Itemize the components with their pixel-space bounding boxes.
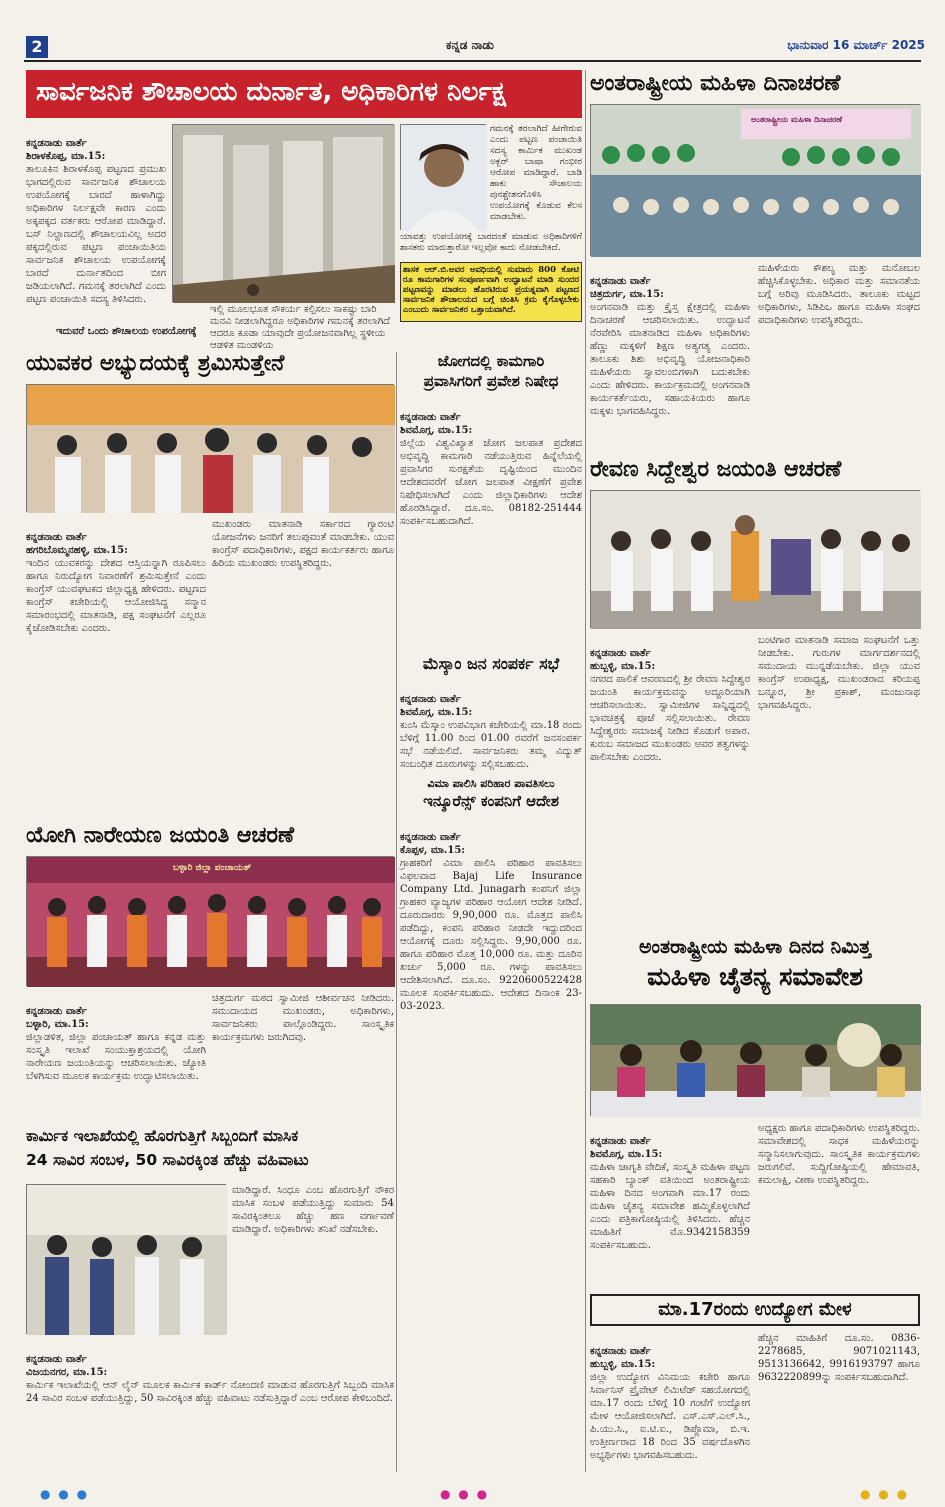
legislator-portrait: [400, 124, 486, 230]
insurance-headline-1: ವಿಮಾ ಪಾಲಿಸಿ ಪರಿಹಾರ ಪಾವತಿಸಲು: [427, 777, 555, 790]
womens-day-body: [590, 262, 750, 452]
toilet-dateline: ಶಿರಾಳಕೊಪ್ಪ, ಮಾ.15:: [26, 151, 106, 162]
yogi-body-right: ಚಿತ್ರದುರ್ಗ ಮಠದ ಸ್ವಾಮೀಜಿ ಆಶೀರ್ವಚನ ನೀಡಿದರು. ಸಮುದಾಯದ ಮುಖಂಡರು, ಅಧಿಕಾರಿಗಳು, ಸಾರ್ವಜನಿಕರು ಪಾಲ್ಗೊಂಡಿದ್ದರು. ಸಾಂಸ್ಕೃತಿಕ ಕಾರ್ಯಕ್ರಮಗಳು ಜರುಗಿದವು.: [212, 993, 394, 1043]
page-number: 2: [26, 36, 48, 58]
labour-headline-1: ಕಾರ್ಮಿಕ ಇಲಾಖೆಯಲ್ಲಿ ಹೊರಗುತ್ತಿಗೆ ಸಿಬ್ಬಂದಿಗೆ ಮಾಸಿಕ: [26, 1127, 299, 1145]
labour-body: [26, 1340, 394, 1470]
labour-photo: [26, 1184, 226, 1334]
revana-byline: ಕನ್ನಡನಾಡು ವಾರ್ತೆ: [590, 648, 651, 659]
insurance-headline-2: ಇನ್ಶೂರೆನ್ಸ್ ಕಂಪನಿಗೆ ಆದೇಶ: [423, 792, 559, 810]
confluence-body-right: ಅಧ್ಯಕ್ಷರು ಹಾಗೂ ಪದಾಧಿಕಾರಿಗಳು ಉಪಸ್ಥಿತರಿದ್ದರು. ಸಮಾವೇಶದಲ್ಲಿ ಸಾಧಕ ಮಹಿಳೆಯರನ್ನು ಸನ್ಮಾನಿಸಲಾಗುವುದು. ಸಾಂಸ್ಕೃತಿಕ ಕಾರ್ಯಕ್ರಮಗಳು ಜರುಗಲಿವೆ. ಸುದ್ದಿಗೋಷ್ಠಿಯಲ್ಲಿ ಹೇಮಾವತಿ, ಕಮಲಾಕ್ಷಿ, ವೀಣಾ ಉಪಸ್ಥಿತರಿದ್ದರು.: [758, 1123, 920, 1186]
insurance-body-text: ಗ್ರಾಹಕರಿಗೆ ವಿಮಾ ಪಾಲಿಸಿ ಪರಿಹಾರ ಪಾವತಿಸಲು ವಿಫಲವಾದ Bajaj Life Insurance Company Ltd. Junagarh ಕಂಪನಿಗೆ ಜಿಲ್ಲಾ ಗ್ರಾಹಕರ ವ್ಯಾಜ್ಯಗಳ ಪರಿಹಾರ ಆಯೋಗ ಆದೇಶ ನೀಡಿದೆ. ದೂರುದಾರರು 9,90,000 ರೂ. ಮೊತ್ತದ ಪಾಲಿಸಿ ಪಡೆದಿದ್ದು, ಕಂಪನಿ ಪರಿಹಾರ ನೀಡದೇ ಇದ್ದುದರಿಂದ ಆಯೋಗಕ್ಕೆ ದೂರು ಸಲ್ಲಿಸಿದ್ದರು. 9,90,000 ರೂ. ಹಾಗೂ ಪರಿಹಾರ ಮೊತ್ತ 10,000 ರೂ. ಮತ್ತು ದೂರಿನ ಖರ್ಚು 5,000 ರೂ. ಗಳನ್ನು ಪಾವತಿಸಲು ಆದೇಶಿಸಲಾಗಿದೆ. ದೂ.ಸಂ. 9220600522428 ಮೂಲಕ ಸಂಪರ್ಕಿಸಬಹುದು. ಆದೇಶದ ದಿನಾಂಕ 23-03-2023.: [400, 858, 582, 1012]
jobfair-headline: ಮಾ.17ರಂದು ಉದ್ಯೋಗ ಮೇಳ: [658, 1299, 852, 1320]
mescom-byline: ಕನ್ನಡನಾಡು ವಾರ್ತೆ: [400, 694, 461, 705]
youth-headline: ಯುವಕರ ಅಭ್ಯುದಯಕ್ಕೆ ಶ್ರಮಿಸುತ್ತೇನೆ: [26, 351, 285, 376]
jobfair-body: [590, 1332, 750, 1472]
revana-headline: ರೇವಣ ಸಿದ್ದೇಶ್ವರ ಜಯಂತಿ ಆಚರಣೆ: [590, 457, 842, 482]
mescom-headline: ಮೆಸ್ಕಾಂ ಜನ ಸಂಪರ್ಕ ಸಭೆ: [422, 654, 560, 673]
toilet-highlight-text: ಶಾಸಕ ಆರ್.ಬಿ.ಅವರ ಅವಧಿಯಲ್ಲಿ ಸುಮಾರು 800 ಕೋಟಿ ರೂ ಕಾಮಗಾರಿಗಳ ಸಂಪೂರ್ಣವಾಗಿ ಉದ್ಘಾಟನೆ ಮಾಡಿ ಸುಂದರ ಪಟ್ಟಣವನ್ನು ಮಾಡಲು ಹೊರಟಿರುವ ಪ್ರಯತ್ನವಾಗಿ ಪಟ್ಟಣದ ಸಾರ್ವಜನಿಕ ಶೌಚಾಲಯದ ಬಗ್ಗೆ ಚಿಂತಿಸಿ ಕ್ರಮ ಕೈಗೊಳ್ಳಬೇಕು ಎಂಬುದು ಸಾರ್ವಜನಿಕರ ಒತ್ತಾಯವಾಗಿದೆ.: [403, 265, 579, 315]
labour-headline-2: 24 ಸಾವಿರ ಸಂಬಳ, 50 ಸಾವಿರಕ್ಕಿಂತ ಹೆಚ್ಚು ವಹಿವಾಟು: [26, 1151, 309, 1169]
youth-photo: [26, 384, 394, 512]
masthead-rule: [24, 60, 921, 62]
confluence-body: [590, 1122, 750, 1282]
youth-body: [26, 518, 206, 818]
labour-side-body: ಮಾಡಿದ್ದಾರೆ. ಸಿಂಧೂ ಎಂಬ ಹೊರಗುತ್ತಿಗೆ ನೌಕರ ಮಾಸಿಕ ಸಂಬಳ ಪಡೆಯುತ್ತಿದ್ದು ಸುಮಾರು 54 ಸಾವಿರಕ್ಕಿಂತಲೂ ಹೆಚ್ಚು ಹಣ ವರ್ಗಾವಣೆ ಮಾಡಿದ್ದಾರೆ. ಅಧಿಕಾರಿಗಳು ತನಿಖೆ ನಡೆಸಬೇಕು.: [232, 1185, 394, 1235]
toilet-photo-caption: ಇಲ್ಲಿ ಮೂಲಭೂತ ಸೌಕರ್ಯ ಕಲ್ಪಿಸಲು ಸಾಕಷ್ಟು ಬಾರಿ ಮನವಿ ನೀಡಲಾಗಿದ್ದರೂ ಅಧಿಕಾರಿಗಳ ಗಮನಕ್ಕೆ ತರಲಾಗಿದೆ ಆದರೂ ಕೂಡಾ ಯಾವುದೇ ಪ್ರಯೋಜನವಾಗಿಲ್ಲ ಸ್ಥಳೀಯ ಆಡಳಿತ ಮಂಡಳಿಯ: [210, 304, 391, 351]
issue-date: ಭಾನುವಾರ 16 ಮಾರ್ಚ್ 2025: [787, 38, 925, 52]
jog-byline: ಕನ್ನಡನಾಡು ವಾರ್ತೆ: [400, 412, 461, 423]
toilet-bottom-note: ಯಾವತ್ತು ಉಪಯೋಗಕ್ಕೆ ಬಾರದಂತೆ ಮಾಡುವ ಅಧಿಕಾರಿಗಳಿಗೆ ಶಾಸಕರು ಮಾರುತ್ತಾರೋ ಇಲ್ಲವೋ ಕಾದು ನೋಡಬೇಕಿದೆ.: [400, 232, 582, 253]
womens-day-banner-text: ಅಂತರಾಷ್ಟ್ರೀಯ ಮಹಿಳಾ ದಿನಾಚರಣೆ: [751, 115, 843, 124]
toilet-photo-art: [173, 125, 395, 303]
confluence-photo: [590, 1004, 920, 1116]
confluence-body-text: ಮಹಿಳಾ ಜಾಗೃತಿ ವೇದಿಕೆ, ಸಂಸ್ಕೃತಿ ಮಹಿಳಾ ಪಟ್ಟಣ ಸಹಕಾರಿ ಬ್ಯಾಂಕ್ ವತಿಯಿಂದ ಅಂತರಾಷ್ಟ್ರೀಯ ಮಹಿಳಾ ದಿನದ ಅಂಗವಾಗಿ ಮಾ.17 ರಂದು ಮಹಿಳಾ ಚೈತನ್ಯ ಸಮಾವೇಶ ಹಮ್ಮಿಕೊಳ್ಳಲಾಗಿದೆ ಎಂದು ಪತ್ರಿಕಾಗೋಷ್ಠಿಯಲ್ಲಿ ತಿಳಿಸಿದರು. ಹೆಚ್ಚಿನ ಮಾಹಿತಿಗೆ ಮೊ.9342158359 ಸಂಪರ್ಕಿಸಬಹುದು.: [590, 1162, 750, 1251]
labour-body-text: ಕಾರ್ಮಿಕ ಇಲಾಖೆಯಲ್ಲಿ ಆನ್ ಲೈನ್ ಮೂಲಕ ಕಾರ್ಮಿಕ ಕಾರ್ಡ್ ನೋಂದಣಿ ಮಾಡುವ ಹೊರಗುತ್ತಿಗೆ ಸಿಬ್ಬಂದಿ ಮಾಸಿಕ 24 ಸಾವಿರ ಸಂಬಳ ಪಡೆಯುತ್ತಿದ್ದು, 50 ಸಾವಿರಕ್ಕಿಂತ ಹೆಚ್ಚು ವಹಿವಾಟು ನಡೆಸುತ್ತಿದ್ದಾರೆ ಎಂಬ ಆರೋಪ ಕೇಳಿಬಂದಿದೆ.: [26, 1380, 394, 1404]
mescom-body-text: ಕುಂಸಿ ಮೆಸ್ಕಾಂ ಉಪವಿಭಾಗ ಕಚೇರಿಯಲ್ಲಿ ಮಾ.18 ರಂದು ಬೆಳಿಗ್ಗೆ 11.00 ರಿಂದ 01.00 ರವರೆಗೆ ಜನಸಂಪರ್ಕ ಸಭೆ ನಡೆಯಲಿದೆ. ಸಾರ್ವಜನಿಕರು ತಮ್ಮ ವಿದ್ಯುತ್ ಸಂಬಂಧಿತ ದೂರುಗಳನ್ನು ಸಲ್ಲಿಸಬಹುದು.: [400, 720, 582, 770]
confluence-dateline: ಶಿವಮೊಗ್ಗ, ಮಾ.15:: [590, 1149, 663, 1160]
revana-body-text: ನಗರದ ಪಾಲಿಕೆ ಆವರಣದಲ್ಲಿ ಶ್ರೀ ರೇವಣ ಸಿದ್ದೇಶ್ವರ ಜಯಂತಿ ಕಾರ್ಯಕ್ರಮವನ್ನು ಅದ್ದೂರಿಯಾಗಿ ಆಚರಿಸಲಾಯಿತು. ಸ್ವಾಮೀಜಿಗಳ ಸಾನ್ನಿಧ್ಯದಲ್ಲಿ ಭಾವಚಿತ್ರಕ್ಕೆ ಪೂಜೆ ಸಲ್ಲಿಸಲಾಯಿತು. ರೇವಣ ಸಿದ್ದೇಶ್ವರರು ಸಮಾಜಕ್ಕೆ ನೀಡಿದ ಕೊಡುಗೆ ಅಪಾರ. ಕುರುಬ ಸಮಾಜದ ಮುಖಂಡರು ಅವರ ತತ್ವಗಳನ್ನು ಪಾಲಿಸಬೇಕು ಎಂದರು.: [590, 674, 750, 763]
womens-day-group-photo: [591, 105, 921, 257]
jobfair-dateline: ಹುಬ್ಬಳ್ಳಿ, ಮಾ.15:: [590, 1359, 656, 1370]
toilet-highlight-box: [400, 262, 582, 322]
womens-day-headline: ಅಂತರಾಷ್ಟ್ರೀಯ ಮಹಿಳಾ ದಿನಾಚರಣೆ: [590, 71, 841, 96]
youth-body-right: ಮುಖಂಡರು ಮಾತನಾಡಿ ಸರ್ಕಾರದ ಗ್ಯಾರಂಟಿ ಯೋಜನೆಗಳು ಜನರಿಗೆ ತಲುಪುವಂತೆ ಮಾಡಬೇಕು. ಯುವ ಕಾಂಗ್ರೆಸ್ ಪದಾಧಿಕಾರಿಗಳು, ಪಕ್ಷದ ಕಾರ್ಯಕರ್ತರು ಹಾಗೂ ಹಿರಿಯ ಮುಖಂಡರು ಉಪಸ್ಥಿತರಿದ್ದರು.: [212, 519, 394, 569]
toilet-headline-banner: [26, 70, 582, 118]
toilet-side-body: ಗಮನಕ್ಕೆ ತರಲಾಗಿದೆ ಹೀಗೇರುವ ಎಂದು ಪಟ್ಟಣ ಪಂಚಾಯಿತಿ ಸದಸ್ಯ ಕಾರ್ಮಿಕ ಮುಖಂಡ ಅಕ್ಬರ್ ಬಾಷಾ ಗಂಭೀರ ಆರೋಪ ಮಾಡಿದ್ದಾರೆ. ಬಾಡಿ ಹಾಕು ಸೌಚಾಲಯ ಪುನಶ್ಚೇತನಗೊಳಿಸಿ ಉಪಯೋಗಕ್ಕೆ ಕೊಡುವ ಕೆಲಸ ಮಾಡಬೇಕು.: [490, 124, 582, 222]
toilet-byline: ಕನ್ನಡನಾಡು ವಾರ್ತೆ: [26, 138, 87, 149]
toilet-footer-tag: ಇದುವರೆ ಒಂದು ಶೌಚಾಲಯ ಉಪಯೋಗಕ್ಕೆ: [56, 326, 197, 337]
registration-marks-right: ● ● ●: [860, 1487, 910, 1501]
labour-byline: ಕನ್ನಡನಾಡು ವಾರ್ತೆ: [26, 1354, 87, 1365]
revana-dateline: ಹುಬ್ಬಳ್ಳಿ, ಮಾ.15:: [590, 661, 656, 672]
confluence-headline-1: ಅಂತರಾಷ್ಟ್ರೀಯ ಮಹಿಳಾ ದಿನದ ನಿಮಿತ್ತ: [639, 936, 871, 958]
toilet-headline: ಸಾರ್ವಜನಿಕ ಶೌಚಾಲಯ ದುರ್ನಾತ, ಅಧಿಕಾರಿಗಳ ನಿರ್ಲಕ್ಷ: [36, 77, 506, 107]
insurance-byline: ಕನ್ನಡನಾಡು ವಾರ್ತೆ: [400, 832, 461, 843]
jog-headline-2: ಪ್ರವಾಸಿಗರಿಗೆ ಪ್ರವೇಶ ನಿಷೇಧ: [423, 372, 559, 390]
confluence-headline-2: ಮಹಿಳಾ ಚೈತನ್ಯ ಸಮಾವೇಶ: [647, 962, 863, 991]
womens-day-body-text: ಅಂಗನವಾಡಿ ಮತ್ತು ಕ್ರೈಸ್ತ ಕ್ಷೇತ್ರದಲ್ಲಿ ಮಹಿಳಾ ದಿನಾಚರಣೆ ಆಚರಿಸಲಾಯಿತು. ಉದ್ಘಾಟನೆ ನೆರವೇರಿಸಿ ಮಾತನಾಡಿದ ಮಹಿಳಾ ಅಧಿಕಾರಿಗಳು ಹೆಣ್ಣು ಮಕ್ಕಳಿಗೆ ಶಿಕ್ಷಣ ಅತ್ಯಗತ್ಯ ಎಂದರು. ತಾಲೂಕು ಶಿಶು ಅಭಿವೃದ್ಧಿ ಯೋಜನಾಧಿಕಾರಿ ಮಹಿಳೆಯರು ಸ್ವಾವಲಂಬಿಗಳಾಗಿ ಬದುಕಬೇಕು ಎಂದು ಹೇಳಿದರು. ಕಾರ್ಯಕ್ರಮದಲ್ಲಿ ಅಂಗನವಾಡಿ ಕಾರ್ಯಕರ್ತೆಯರು, ಸಹಾಯಕಿಯರು ಹಾಗೂ ಮಕ್ಕಳು ಭಾಗವಹಿಸಿದ್ದರು.: [590, 302, 750, 417]
youth-body-text: ಇಂದಿನ ಯುವಕರನ್ನು ದೇಶದ ಆಸ್ತಿಯನ್ನಾಗಿ ರೂಪಿಸಲು ಹಾಗೂ ನಿರುದ್ಯೋಗ ನಿವಾರಣೆಗೆ ಶ್ರಮಿಸುತ್ತೇನೆ ಎಂದು ಕಾಂಗ್ರೆಸ್ ಯುವಘಟಕದ ಜಿಲ್ಲಾಧ್ಯಕ್ಷ ಹೇಳಿದರು. ಪಟ್ಟಣದ ಕಾಂಗ್ರೆಸ್ ಕಚೇರಿಯಲ್ಲಿ ಆಯೋಜಿಸಿದ್ದ ಸನ್ಮಾನ ಸಮಾರಂಭದಲ್ಲಿ ಮಾತನಾಡಿ, ಪಕ್ಷ ಸಂಘಟನೆಗೆ ಎಲ್ಲರೂ ಕೈಜೋಡಿಸಬೇಕು ಎಂದರು.: [26, 558, 206, 634]
yogi-photo: [26, 856, 394, 986]
toilet-body-text: ತಾಲೂಕಿನ ಶಿರಾಳಕೊಪ್ಪ ಪಟ್ಟಣದ ಪ್ರಮುಖ ಭಾಗದಲ್ಲಿರುವ ಸಾರ್ವಜನಿಕ ಶೌಚಾಲಯ ಉಪಯೋಗಕ್ಕೆ ಬಾರದೆ ಹಾಳಾಗಿದ್ದು ಅಧಿಕಾರಿಗಳ ನಿರ್ಲಕ್ಷವೇ ಕಾರಣ ಎಂದು ಅಕ್ಕಪಕ್ಕದ ವರ್ತಕರು ಆರೋಪ ಮಾಡಿದ್ದಾರೆ. ಬಸ್ ನಿಲ್ದಾಣದಲ್ಲಿ ಶೌಚಾಲಯವಿಲ್ಲ ಅದರ ಪಕ್ಕದಲ್ಲಿರುವ ಪಟ್ಟಣ ಪಂಚಾಯಿತಿಯ ಸಾರ್ವಜನಿಕ ಶೌಚಾಲಯ ಉಪಯೋಗಕ್ಕೆ ಬಾರದೆ ದುರ್ನಾತದಿಂದ ಬೀಗ ಜಡಿಯಲಾಗಿದೆ. ಗಮನಕ್ಕೆ ತರಲಾಗಿದೆ ಎಂದು ಪಟ್ಟಣ ಪಂಚಾಯಿತಿ ಸದಸ್ಯ ತಿಳಿಸಿದರು.: [26, 164, 166, 305]
insurance-dateline: ಕೊಪ್ಪಳ, ಮಾ.15:: [400, 845, 465, 856]
column-rule-left: [396, 352, 397, 1472]
confluence-byline: ಕನ್ನಡನಾಡು ವಾರ್ತೆ: [590, 1136, 651, 1147]
yogi-dateline: ಬಳ್ಳಾರಿ, ಮಾ.15:: [26, 1019, 89, 1030]
womens-day-dateline: ಚಿತ್ರದುರ್ಗ, ಮಾ.15:: [590, 289, 664, 300]
revana-body: [590, 634, 750, 860]
jog-body: [400, 398, 582, 648]
womens-day-body-right: ಮಹಿಳೆಯರು ಕೌಶಲ್ಯ ಮತ್ತು ಮನೋಬಲ ಹೆಚ್ಚಿಸಿಕೊಳ್ಳಬೇಕು. ಅಧಿಕಾರ ಮತ್ತು ಸಮಾನತೆಯ ಬಗ್ಗೆ ಅರಿವು ಮೂಡಿಸಿದರು. ತಾಲೂಕು ಮಟ್ಟದ ಅಧಿಕಾರಿಗಳು, ಸಿಡಿಪಿಒ ಹಾಗೂ ಮಹಿಳಾ ಸಂಘದ ಪದಾಧಿಕಾರಿಗಳು ಉಪಸ್ಥಿತರಿದ್ದರು.: [758, 263, 920, 326]
yogi-headline: ಯೋಗಿ ನಾರೇಯಣ ಜಯಂತಿ ಆಚರಣೆ: [26, 823, 295, 848]
insurance-body: [400, 818, 582, 1468]
yogi-stage-banner: ಬಳ್ಳಾರಿ ಜಿಲ್ಲಾ ಪಂಚಾಯತ್: [172, 863, 252, 873]
masthead: [0, 0, 945, 66]
yogi-body-text: ಜಿಲ್ಲಾಡಳಿತ, ಜಿಲ್ಲಾ ಪಂಚಾಯತ್ ಹಾಗೂ ಕನ್ನಡ ಮತ್ತು ಸಂಸ್ಕೃತಿ ಇಲಾಖೆ ಸಂಯುಕ್ತಾಶ್ರಯದಲ್ಲಿ ಯೋಗಿ ನಾರೇಯಣ ಜಯಂತಿಯನ್ನು ಆಚರಿಸಲಾಯಿತು. ಜ್ಯೋತಿ ಬೆಳಗಿಸುವ ಮೂಲಕ ಕಾರ್ಯಕ್ರಮ ಉದ್ಘಾಟಿಸಲಾಯಿತು.: [26, 1032, 206, 1082]
jobfair-byline: ಕನ್ನಡನಾಡು ವಾರ್ತೆ: [590, 1346, 651, 1357]
labour-office-photo: [27, 1185, 227, 1335]
registration-marks-left: ● ● ●: [40, 1487, 90, 1501]
yogi-body: [26, 992, 206, 1116]
toilet-photo: [172, 124, 394, 302]
registration-marks-center: ● ● ●: [440, 1487, 490, 1501]
confluence-press-photo: [591, 1005, 921, 1117]
labour-dateline: ವಿಜಯನಗರ, ಮಾ.15:: [26, 1367, 108, 1378]
jog-dateline: ಶಿವಮೊಗ್ಗ, ಮಾ.15:: [400, 425, 473, 436]
womens-day-photo: [590, 104, 920, 256]
jobfair-body-right: ಹೆಚ್ಚಿನ ಮಾಹಿತಿಗೆ ದೂ.ಸಂ. 0836-2278685, 9071021143, 9513136642, 9916193797 ಹಾಗೂ 9632220899ನ್ನು ಸಂಪರ್ಕಿಸಬಹುದಾಗಿದೆ.: [758, 1333, 920, 1383]
youth-byline: ಕನ್ನಡನಾಡು ವಾರ್ತೆ: [26, 532, 87, 543]
column-rule-right: [585, 70, 586, 1472]
youth-dateline: ಹಗರಿಬೊಮ್ಮನಹಳ್ಳಿ, ಮಾ.15:: [26, 545, 128, 556]
youth-felicitation-photo: [27, 385, 395, 513]
jobfair-body-text: ಜಿಲ್ಲಾ ಉದ್ಯೋಗ ವಿನಿಮಯ ಕಚೇರಿ ಹಾಗೂ ಸಿರ್ವಾನಿಸ್ ಪ್ರೈವೇಟ್ ಲಿಮಿಟೆಡ್ ಸಹಯೋಗದಲ್ಲಿ ಮಾ.17 ರಂದು ಬೆಳಿಗ್ಗೆ 10 ಗಂಟೆಗೆ ಉದ್ಯೋಗ ಮೇಳ ಆಯೋಜಿಸಲಾಗಿದೆ. ಎಸ್.ಎಸ್.ಎಲ್.ಸಿ., ಪಿ.ಯು.ಸಿ., ಐ.ಟಿ.ಐ., ಡಿಪ್ಲೊಮಾ, ಬಿ.ಇ. ಉತ್ತೀರ್ಣರಾದ 18 ರಿಂದ 35 ವರ್ಷದೊಳಗಿನ ಅಭ್ಯರ್ಥಿಗಳು ಭಾಗವಹಿಸಬಹುದು.: [590, 1372, 750, 1461]
jog-body-text: ಜಿಲ್ಲೆಯ ವಿಶ್ವವಿಖ್ಯಾತ ಜೋಗ ಜಲಪಾತ ಪ್ರದೇಶದ ಅಭಿವೃದ್ಧಿ ಕಾಮಗಾರಿ ನಡೆಯುತ್ತಿರುವ ಹಿನ್ನೆಲೆಯಲ್ಲಿ ಪ್ರವಾಸಿಗರ ಸುರಕ್ಷತೆಯ ದೃಷ್ಟಿಯಿಂದ ಮುಂದಿನ ಆದೇಶದವರೆಗೆ ಜೋಗ ಜಲಪಾತ ವೀಕ್ಷಣೆಗೆ ಪ್ರವೇಶ ನಿಷೇಧಿಸಲಾಗಿದೆ ಎಂದು ಜಿಲ್ಲಾಧಿಕಾರಿಗಳು ಆದೇಶ ಹೊರಡಿಸಿದ್ದಾರೆ. ದೂ.ಸಂ. 08182-251444 ಸಂಪರ್ಕಿಸಬಹುದಾಗಿದೆ.: [400, 438, 582, 527]
toilet-body: [26, 124, 166, 324]
mescom-body: [400, 680, 582, 770]
revana-body-right: ಬಂಟಿಗಾರ ಮಾತನಾಡಿ ಸಮಾಜ ಸಂಘಟನೆಗೆ ಒತ್ತು ನೀಡಬೇಕು. ಗುರುಗಳ ಮಾರ್ಗದರ್ಶನದಲ್ಲಿ ಸಮುದಾಯ ಮುನ್ನಡೆಯಬೇಕು. ಜಿಲ್ಲಾ ಯುವ ಕಾಂಗ್ರೆಸ್ ಉಪಾಧ್ಯಕ್ಷ, ಮುಖಂಡರಾದ ಕರಿಯಪ್ಪ ಬನ್ನೂರ, ಶ್ರೀ ಪ್ರಕಾಶ್, ಮಂಜುನಾಥ ಭಾಗವಹಿಸಿದ್ದರು.: [758, 635, 920, 711]
revana-event-photo: [591, 491, 921, 629]
jobfair-headline-box: [590, 1294, 920, 1326]
jog-headline-1: ಜೋಗದಲ್ಲಿ ಕಾಮಗಾರಿ: [437, 352, 545, 370]
womens-day-byline: ಕನ್ನಡನಾಡು ವಾರ್ತೆ: [590, 276, 651, 287]
revana-photo: [590, 490, 920, 628]
mescom-dateline: ಶಿವಮೊಗ್ಗ, ಮಾ.15:: [400, 707, 473, 718]
portrait-icon: [401, 125, 487, 231]
yogi-stage-photo: [27, 857, 395, 987]
paper-name: ಕನ್ನಡ ನಾಡು: [446, 38, 494, 52]
yogi-byline: ಕನ್ನಡನಾಡು ವಾರ್ತೆ: [26, 1006, 87, 1017]
